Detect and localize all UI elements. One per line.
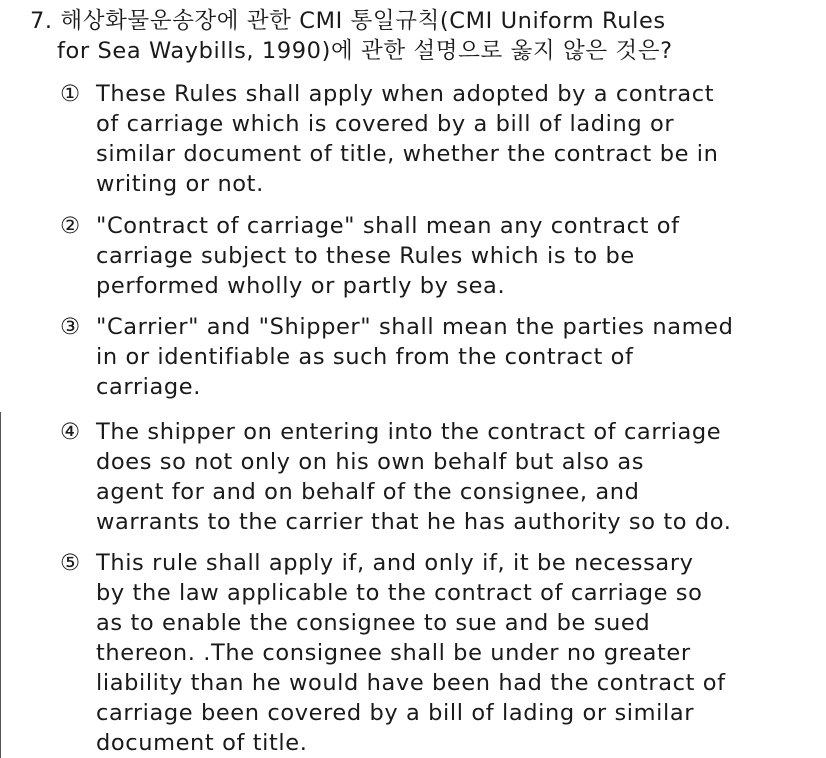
option-line: document of title.: [96, 730, 308, 756]
option-line: "Contract of carriage" shall mean any contract of: [96, 213, 680, 239]
option-line: liability than he would have been had the contract of: [96, 670, 726, 696]
option-number: ③: [60, 314, 81, 340]
option-line: The shipper on entering into the contract of carriage: [96, 419, 722, 445]
option-number: ⑤: [60, 550, 81, 576]
option-number: ④: [60, 419, 81, 445]
option-line: similar document of title, whether the contract be in: [96, 141, 719, 167]
option-line: as to enable the consignee to sue and be sued: [96, 610, 651, 636]
option-line: "Carrier" and "Shipper" shall mean the parties named: [96, 314, 734, 340]
option-line: thereon. .The consignee shall be under no greater: [96, 640, 691, 666]
option-line: in or identifiable as such from the contract of: [96, 344, 634, 370]
option-number: ②: [60, 213, 81, 239]
option-line: agent for and on behalf of the consignee, and: [96, 479, 640, 505]
option-line: performed wholly or partly by sea.: [96, 273, 506, 299]
option-line: does so not only on his own behalf but also as: [96, 449, 645, 475]
option-1: [60, 79, 820, 199]
answer-options: [60, 79, 820, 758]
option-line: This rule shall apply if, and only if, it be necessary: [96, 550, 694, 576]
left-edge-divider: [0, 412, 1, 758]
option-line: by the law applicable to the contract of carriage so: [96, 580, 703, 606]
question-line: 7. 해상화물운송장에 관한 CMI 통일규칙(CMI Uniform Rules: [30, 8, 666, 34]
option-line: These Rules shall apply when adopted by a contract: [96, 81, 715, 107]
option-line: carriage.: [96, 374, 201, 400]
option-3: [60, 312, 820, 402]
question-stem: [30, 6, 820, 66]
option-number: ①: [60, 81, 81, 107]
option-4: [60, 417, 820, 537]
option-line: writing or not.: [96, 171, 264, 197]
question-line: for Sea Waybills, 1990)에 관한 설명으로 옳지 않은 것은?: [57, 38, 673, 64]
option-line: of carriage which is covered by a bill of lading or: [96, 111, 675, 137]
option-line: carriage subject to these Rules which is to be: [96, 243, 635, 269]
option-line: carriage been covered by a bill of lading or similar: [96, 700, 695, 726]
option-5: [60, 548, 820, 758]
option-2: [60, 211, 820, 301]
option-line: warrants to the carrier that he has authority so to do.: [96, 509, 732, 535]
